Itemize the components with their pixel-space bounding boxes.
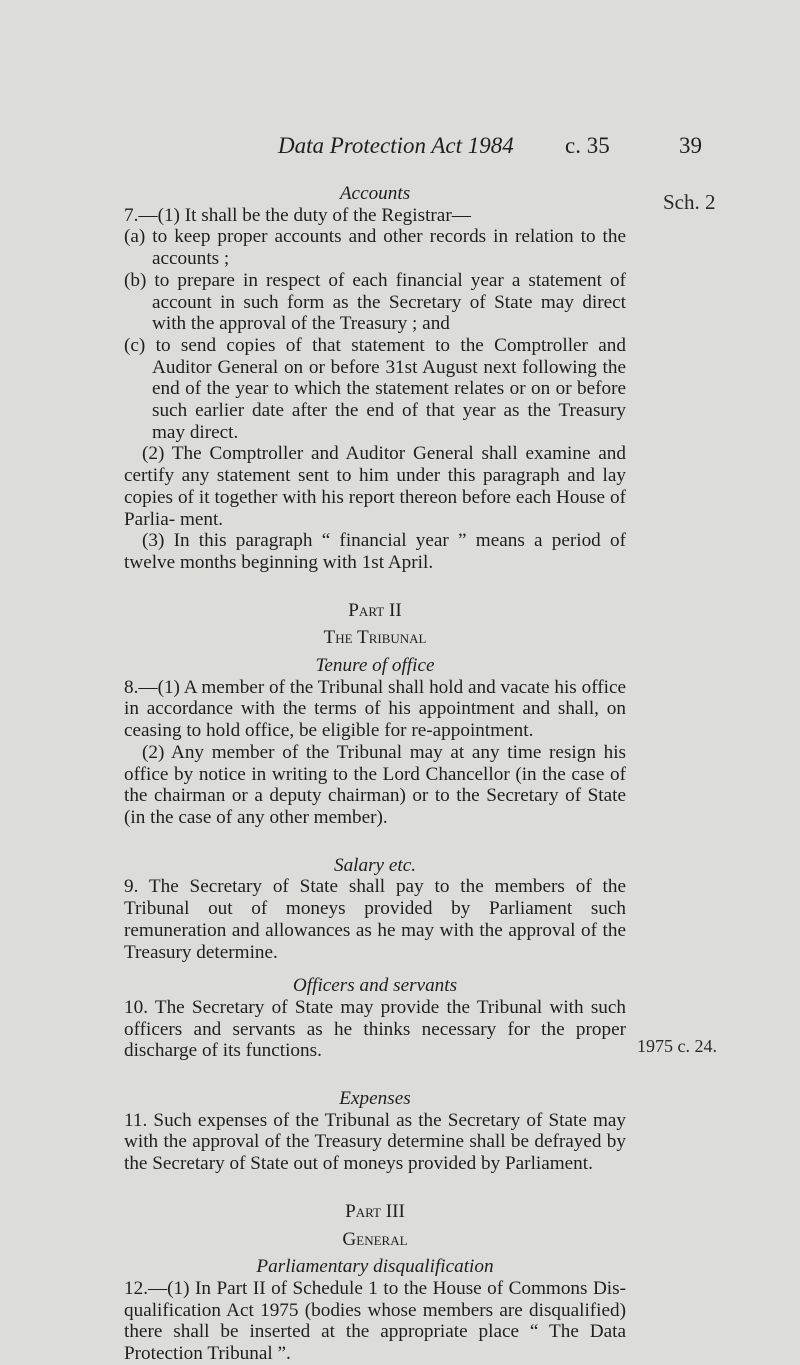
section-heading: Parliamentary disqualification (256, 1256, 494, 1278)
paragraph: 10. The Secretary of State may provide the Tribunal with such officers and servants as he thinks necessary for the proper discharge of its functions. (124, 996, 626, 1062)
list-item: (a) to keep proper accounts and other records in relation to the accounts ; (124, 226, 626, 270)
paragraph: 9. The Secretary of State shall pay to the members of the Tribunal out of moneys provided by Parliament such remuneration and allowances as he may with the approval of the Treasury determine. (124, 876, 626, 963)
statute-reference-margin-note: 1975 c. 24. (637, 1036, 717, 1056)
page-number: 39 (679, 133, 702, 158)
paragraph: (2) Any member of the Tribunal may at any time resign his office by notice in writing to the Lord Chancellor (in the case of the chairman or a deputy chairman) or to the Secretary of State (in the case of any other member). (124, 741, 626, 828)
section-heading: Officers and servants (292, 975, 458, 997)
body-text (124, 183, 626, 1365)
paragraph: 7.—(1) It shall be the duty of the Registrar— (124, 204, 471, 226)
section-heading: Tenure of office (315, 655, 435, 677)
section-heading: Accounts (339, 183, 411, 204)
schedule-margin-note: Sch. 2 (663, 190, 716, 214)
paragraph: 8.—(1) A member of the Tribunal shall hold and vacate his office in accordance with the terms of his appointment and shall, on ceasing to hold office, be eligible for re-appointment. (124, 676, 626, 742)
part-title: The Tribunal (323, 627, 427, 649)
paragraph: 11. Such expenses of the Tribunal as the Secretary of State may with the approval of the Treasury determine shall be defrayed by the Secretary of State out of moneys provided by Parliament. (124, 1109, 626, 1175)
section-heading: Expenses (339, 1088, 411, 1110)
part-heading: Part III (345, 1200, 405, 1222)
list-item: (b) to prepare in respect of each financial year a statement of account in such form as the Secretary of State may direct with the approval of the Treasury ; and (124, 269, 626, 335)
paragraph: 12.—(1) In Part II of Schedule 1 to the House of Commons Dis- qualification Act 1975 (bodies whose members are disqualified) there shall be inserted at the appropriate place “ The Data Protection Tribunal ”. (124, 1277, 626, 1365)
paragraph: (2) The Comptroller and Auditor General shall examine and certify any statement sent to him under this paragraph and lay copies of it together with his report thereon before each House of Parlia- ment. (124, 443, 626, 530)
list-item: (c) to send copies of that statement to the Comptroller and Auditor General on or before 31st August next following the end of the year to which the statement relates or on or before such earlier date after the end of that year as the Treasury may direct. (124, 334, 626, 443)
chapter-number: c. 35 (565, 133, 610, 158)
part-heading: Part II (348, 599, 402, 621)
part-title: General (342, 1228, 408, 1250)
section-heading: Salary etc. (333, 854, 417, 876)
running-title: Data Protection Act 1984 (278, 133, 514, 158)
paragraph: (3) In this paragraph “ financial year ” means a period of twelve months beginning with 1st April. (124, 530, 626, 573)
